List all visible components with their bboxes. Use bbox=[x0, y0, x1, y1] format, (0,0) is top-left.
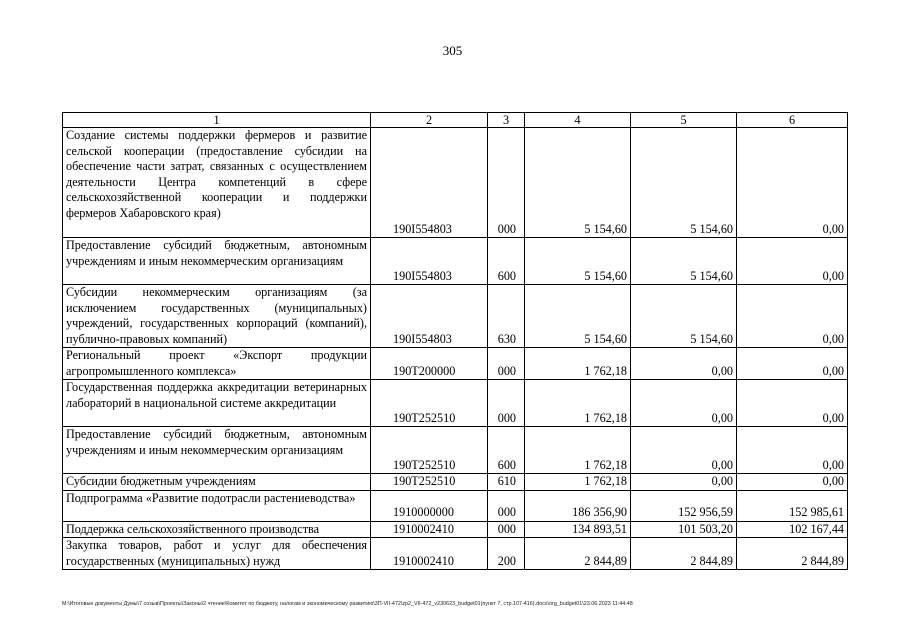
row-code-cell: 190T252510 bbox=[371, 427, 488, 474]
row-col6-value: 0,00 bbox=[737, 238, 848, 285]
page-number: 305 bbox=[442, 43, 463, 58]
row-col4-value: 1 762,18 bbox=[525, 380, 631, 427]
row-code-cell: 190I554803 bbox=[371, 285, 488, 348]
table-row bbox=[63, 285, 848, 348]
row-name-cell: Субсидии бюджетным учреждениям bbox=[63, 474, 371, 491]
table-header-row bbox=[63, 113, 848, 128]
row-code-cell: 1910002410 bbox=[371, 521, 488, 538]
row-name-cell: Создание системы поддержки фермеров и развитие сельской кооперации (предоставление субсидии на обеспечение части затрат, связанных с осуществлением деятельности Центра компетенций в сфере сельскохозяйственной кооперации и поддержки фермеров Хабаровского края) bbox=[63, 128, 371, 238]
row-subcode-cell: 000 bbox=[488, 348, 525, 380]
row-col6-value: 102 167,44 bbox=[737, 521, 848, 538]
row-name-cell: Подпрограмма «Развитие подотрасли растениеводства» bbox=[63, 490, 371, 521]
row-name-cell: Закупка товаров, работ и услуг для обеспечения государственных (муниципальных) нужд bbox=[63, 538, 371, 570]
row-col4-value: 1 762,18 bbox=[525, 348, 631, 380]
header-cell: 1 bbox=[63, 113, 371, 128]
row-col4-value: 134 893,51 bbox=[525, 521, 631, 538]
row-subcode-cell: 000 bbox=[488, 490, 525, 521]
row-name-cell: Государственная поддержка аккредитации ветеринарных лабораторий в национальной системе аккредитации bbox=[63, 380, 371, 427]
row-subcode-cell: 200 bbox=[488, 538, 525, 570]
row-col5-value: 5 154,60 bbox=[631, 285, 737, 348]
budget-table bbox=[62, 112, 848, 570]
row-subcode-cell: 600 bbox=[488, 427, 525, 474]
table-row bbox=[63, 538, 848, 570]
row-name-cell: Поддержка сельскохозяйственного производства bbox=[63, 521, 371, 538]
row-col5-value: 0,00 bbox=[631, 348, 737, 380]
row-subcode-cell: 630 bbox=[488, 285, 525, 348]
table-row bbox=[63, 238, 848, 285]
row-code-cell: 190T252510 bbox=[371, 380, 488, 427]
document-path-footer: M:\Итоговые документы Думы\7 созыв\Проекты\Законы\2 чтение\Комитет по бюджету, налогам и экономическому развитию\3П-VII-472\zp2_VII-472_v230623_budget01(пункт 7, стр.107-416).docx\org_budget01\23.06.2023 11:44:48 bbox=[62, 601, 633, 607]
row-col6-value: 0,00 bbox=[737, 380, 848, 427]
table-row bbox=[63, 348, 848, 380]
row-subcode-cell: 000 bbox=[488, 128, 525, 238]
table-row bbox=[63, 474, 848, 491]
row-subcode-cell: 600 bbox=[488, 238, 525, 285]
row-subcode-cell: 000 bbox=[488, 521, 525, 538]
row-name-cell: Предоставление субсидий бюджетным, автономным учреждениям и иным некоммерческим организациям bbox=[63, 238, 371, 285]
row-subcode-cell: 610 bbox=[488, 474, 525, 491]
row-col5-value: 0,00 bbox=[631, 380, 737, 427]
row-subcode-cell: 000 bbox=[488, 380, 525, 427]
row-col5-value: 152 956,59 bbox=[631, 490, 737, 521]
row-col4-value: 5 154,60 bbox=[525, 128, 631, 238]
header-cell: 3 bbox=[488, 113, 525, 128]
row-col5-value: 2 844,89 bbox=[631, 538, 737, 570]
row-col4-value: 2 844,89 bbox=[525, 538, 631, 570]
row-code-cell: 190I554803 bbox=[371, 128, 488, 238]
row-name-cell: Субсидии некоммерческим организациям (за исключением государственных (муниципальных) учреждений, государственных корпораций (компаний), публично-правовых компаний) bbox=[63, 285, 371, 348]
table-row bbox=[63, 521, 848, 538]
row-col4-value: 5 154,60 bbox=[525, 238, 631, 285]
header-cell: 6 bbox=[737, 113, 848, 128]
row-col5-value: 5 154,60 bbox=[631, 238, 737, 285]
header-cell: 5 bbox=[631, 113, 737, 128]
row-col4-value: 186 356,90 bbox=[525, 490, 631, 521]
header-cell: 2 bbox=[371, 113, 488, 128]
row-col4-value: 1 762,18 bbox=[525, 427, 631, 474]
row-name-cell: Предоставление субсидий бюджетным, автономным учреждениям и иным некоммерческим организациям bbox=[63, 427, 371, 474]
row-col5-value: 101 503,20 bbox=[631, 521, 737, 538]
row-col4-value: 1 762,18 bbox=[525, 474, 631, 491]
row-col4-value: 5 154,60 bbox=[525, 285, 631, 348]
row-col6-value: 0,00 bbox=[737, 285, 848, 348]
table-row bbox=[63, 380, 848, 427]
row-col6-value: 0,00 bbox=[737, 427, 848, 474]
table-row bbox=[63, 128, 848, 238]
row-code-cell: 190I554803 bbox=[371, 238, 488, 285]
row-col5-value: 0,00 bbox=[631, 427, 737, 474]
row-col5-value: 0,00 bbox=[631, 474, 737, 491]
row-col6-value: 0,00 bbox=[737, 128, 848, 238]
row-col6-value: 0,00 bbox=[737, 348, 848, 380]
row-code-cell: 1910002410 bbox=[371, 538, 488, 570]
table-row bbox=[63, 427, 848, 474]
row-code-cell: 1910000000 bbox=[371, 490, 488, 521]
header-cell: 4 bbox=[525, 113, 631, 128]
row-col6-value: 152 985,61 bbox=[737, 490, 848, 521]
table-row bbox=[63, 490, 848, 521]
row-col5-value: 5 154,60 bbox=[631, 128, 737, 238]
row-code-cell: 190T252510 bbox=[371, 474, 488, 491]
row-col6-value: 0,00 bbox=[737, 474, 848, 491]
row-name-cell: Региональный проект «Экспорт продукции агропромышленного комплекса» bbox=[63, 348, 371, 380]
row-col6-value: 2 844,89 bbox=[737, 538, 848, 570]
row-code-cell: 190T200000 bbox=[371, 348, 488, 380]
